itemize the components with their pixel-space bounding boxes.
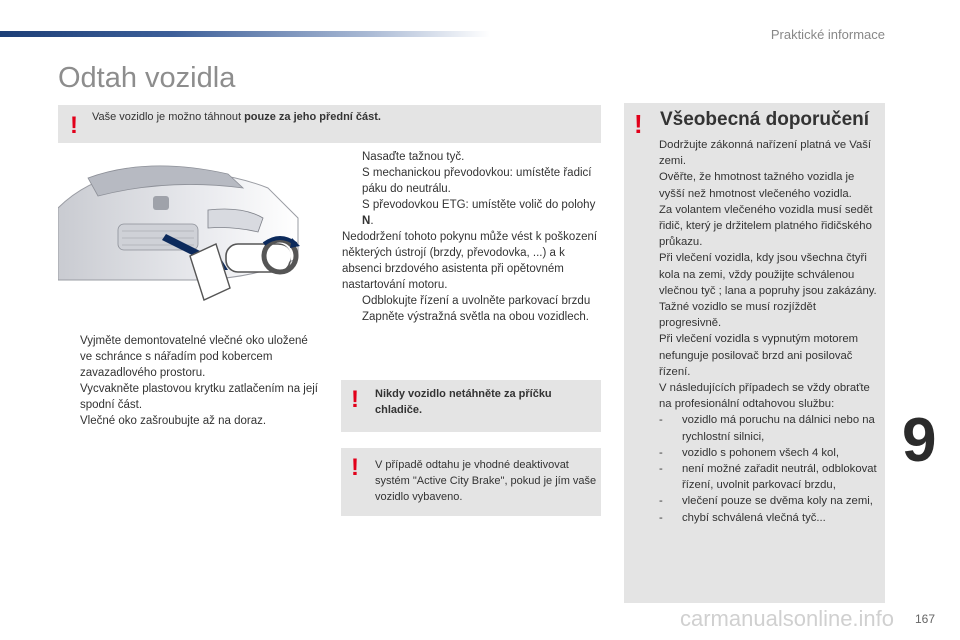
city-brake-notice (341, 448, 601, 516)
radiator-notice (341, 380, 601, 432)
list-item: - vozidlo má poruchu na dálnici nebo na rychlostní silnici, (659, 414, 875, 443)
towing-eye-illustration (58, 148, 326, 308)
front-towing-text: Vaše vozidlo je možno táhnout pouze za jeho přední část. (92, 111, 381, 123)
paragraph: Při vlečení vozidla, kdy jsou všechna čtyři kola na zemi, vždy použijte schválenou vlečnou tyč ; lana a popruhy jsou zakázány. (659, 252, 877, 297)
paragraph: Tažné vozidlo se musí rozjíždět progresivně. (659, 301, 816, 330)
list-item: Zapněte výstražná světla na obou vozidlech. (362, 311, 589, 323)
header-color-bar (0, 31, 490, 37)
watermark: carmanualsonline.info (680, 606, 895, 631)
list-item: Nasaďte tažnou tyč. (362, 151, 465, 163)
list-item: - vlečení pouze se dvěma koly na zemi, (659, 495, 873, 508)
list-item: S převodovkou ETG: umístěte volič do polohy N. (362, 199, 596, 227)
section-title: Praktické informace (770, 27, 885, 42)
list-item: - není možné zařadit neutrál, odblokovat řízení, uvolnit parkovací brzdu, (659, 463, 877, 492)
general-heading: Všeobecná doporučení (660, 109, 870, 130)
list-item: Vycvakněte plastovou krytku zatlačením na její spodní část. (80, 383, 318, 411)
paragraph: V následujících případech se vždy obraťte na profesionální odtahovou službu: (659, 382, 870, 411)
list-item: - vozidlo s pohonem všech 4 kol, (659, 446, 839, 459)
front-towing-notice (58, 105, 601, 143)
warning-icon: ! (351, 386, 359, 413)
paragraph: Při vlečení vozidla s vypnutým motorem nefunguje posilovač brzd ani posilovač řízení. (659, 333, 859, 378)
paragraph: Za volantem vlečeného vozidla musí sedět řidič, který je držitelem platného řidičského průkazu. (659, 203, 873, 249)
list-item: Vyjměte demontovatelné vlečné oko uložené ve schránce s nářadím pod kobercem zavazadlového prostoru. (80, 335, 308, 379)
middle-steps-list (342, 149, 602, 325)
warning-icon: ! (634, 109, 643, 139)
city-brake-notice-text: V případě odtahu je vhodné deaktivovat systém "Active City Brake", pokud je jím vaše vozidlo vybaveno. (375, 459, 597, 503)
warning-paragraph: Nedodržení tohoto pokynu může vést k poškození některých ústrojí (brzdy, převodovka, ...) a k absenci brzdového asistenta při opětovném nastartování motoru. (342, 231, 598, 291)
warning-icon: ! (70, 112, 78, 139)
warning-icon: ! (351, 454, 359, 481)
left-steps-list (60, 333, 322, 429)
list-item: S mechanickou převodovkou: umístěte řadicí páku do neutrálu. (362, 167, 592, 195)
page-number: 167 (915, 612, 936, 626)
radiator-notice-text: Nikdy vozidlo netáhněte za příčku chladiče. (375, 388, 552, 416)
page-title: Odtah vozidla (58, 62, 236, 94)
paragraph: Ověřte, že hmotnost tažného vozidla je vyšší než hmotnost vlečeného vozidla. (659, 171, 855, 200)
chapter-number: 9 (902, 406, 937, 475)
general-body (659, 137, 881, 526)
list-item: Vlečné oko zašroubujte až na doraz. (80, 415, 267, 427)
general-recommendations-box (624, 103, 885, 603)
paragraph: Dodržujte zákonná nařízení platná ve Vaší zemi. (659, 139, 872, 168)
list-item: - chybí schválená vlečná tyč... (659, 511, 826, 524)
list-item: Odblokujte řízení a uvolněte parkovací brzdu (362, 295, 591, 307)
